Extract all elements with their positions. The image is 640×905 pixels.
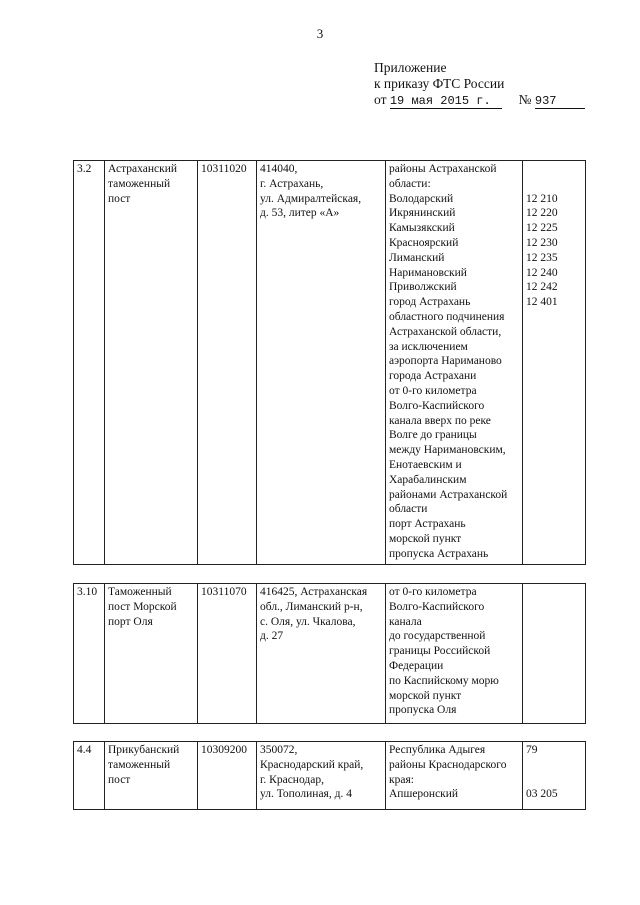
area-line: канала вверх по реке [389, 414, 491, 427]
post-name-line: таможенный [108, 758, 171, 771]
address-line: г. Астрахань, [260, 177, 324, 190]
post-name-line: Прикубанский [108, 744, 180, 756]
address-line: 414040, [260, 163, 298, 175]
area-line: Апшеронский [389, 788, 459, 801]
table-row [74, 742, 586, 810]
area-line: областного подчинения [389, 310, 505, 323]
area-line: морской пункт [389, 689, 462, 702]
code-line: 12 210 [526, 192, 558, 205]
customs-table-fragment-3 [73, 741, 586, 810]
area-line: Лиманский [389, 251, 445, 264]
area-line: порт Астрахань [389, 518, 466, 531]
code-line: 79 [526, 744, 538, 756]
post-code: 10309200 [198, 742, 257, 810]
address-cell [257, 161, 386, 565]
order-number: 937 [535, 94, 585, 109]
oktmo-codes-cell [523, 742, 586, 810]
code-line [526, 177, 582, 192]
post-name-line: пост [108, 192, 131, 205]
area-line: Харабалинским [389, 473, 467, 486]
post-name-line: пост Морской [108, 600, 177, 613]
area-line: пропуска Оля [389, 704, 457, 717]
area-line: края: [389, 773, 414, 786]
appendix-header [374, 60, 585, 109]
area-line: районы Краснодарского [389, 758, 507, 771]
area-line: Приволжский [389, 281, 457, 294]
code-line: 03 205 [526, 788, 558, 801]
address-line: д. 27 [260, 630, 284, 643]
row-number: 3.10 [74, 584, 105, 724]
area-line: город Астрахань [389, 296, 471, 309]
oktmo-codes-cell [523, 584, 586, 724]
post-name-cell [105, 161, 198, 565]
area-line: Республика Адыгея [389, 744, 486, 756]
post-name-cell [105, 742, 198, 810]
area-line: за исключением [389, 340, 468, 353]
area-line: границы Российской [389, 645, 491, 658]
code-line [526, 758, 582, 773]
code-line: 12 235 [526, 251, 558, 264]
area-line: Володарский [389, 192, 454, 205]
code-line: 12 225 [526, 222, 558, 235]
page-number: 3 [316, 26, 324, 41]
address-line: ул. Тополиная, д. 4 [260, 788, 352, 801]
address-line: обл., Лиманский р-н, [260, 600, 363, 613]
row-number: 4.4 [74, 742, 105, 810]
oktmo-codes-cell [523, 161, 586, 565]
address-line: д. 53, литер «А» [260, 207, 340, 220]
area-line: аэропорта Нариманово [389, 355, 502, 368]
post-name-line: порт Оля [108, 615, 153, 628]
post-name-cell [105, 584, 198, 724]
area-line: Астраханской области, [389, 325, 502, 338]
order-date: 19 мая 2015 г. [390, 94, 502, 109]
area-line: Федерации [389, 659, 444, 672]
address-line: г. Краснодар, [260, 773, 324, 786]
post-name-line: Таможенный [108, 586, 172, 598]
number-prefix: № [518, 92, 532, 107]
order-reference [374, 92, 585, 109]
area-line: пропуска Астрахань [389, 547, 489, 560]
address-line: 350072, [260, 744, 298, 756]
code-line: 12 401 [526, 296, 558, 309]
area-line: от 0-го километра [389, 384, 477, 397]
date-prefix: от [374, 92, 387, 107]
address-cell [257, 584, 386, 724]
table-row [74, 161, 586, 565]
post-name-line: Астраханский [108, 163, 177, 175]
area-line: между Наримановским, [389, 444, 506, 457]
appendix-title: Приложение [374, 60, 447, 75]
post-name-line: пост [108, 773, 131, 786]
appendix-subtitle: к приказу ФТС России [374, 76, 505, 91]
area-line: Красноярский [389, 236, 459, 249]
code-line: 12 242 [526, 281, 558, 294]
code-line: 12 220 [526, 207, 558, 220]
area-line: Икрянинский [389, 207, 456, 220]
area-line: районами Астраханской [389, 488, 508, 501]
area-line: города Астрахани [389, 370, 477, 383]
code-line: 12 230 [526, 236, 558, 249]
customs-table-fragment-2 [73, 583, 586, 724]
area-line: Волго-Каспийского [389, 399, 485, 412]
customs-table-fragment-1 [73, 160, 586, 565]
code-line [526, 773, 582, 788]
post-name-line: таможенный [108, 177, 171, 190]
table-row [74, 584, 586, 724]
area-line: по Каспийскому морю [389, 674, 499, 687]
area-line: Енотаевским и [389, 458, 462, 471]
area-cell [386, 742, 523, 810]
area-line: районы Астраханской [389, 163, 497, 175]
address-line: Краснодарский край, [260, 758, 364, 771]
area-cell [386, 161, 523, 565]
area-line: области: [389, 177, 431, 190]
address-line: 416425, Астраханская [260, 586, 368, 598]
address-line: с. Оля, ул. Чкалова, [260, 615, 356, 628]
area-line: Наримановский [389, 266, 467, 279]
address-cell [257, 742, 386, 810]
code-line [526, 162, 582, 177]
post-code: 10311020 [198, 161, 257, 565]
area-line: до государственной [389, 630, 486, 643]
address-line: ул. Адмиралтейская, [260, 192, 362, 205]
post-code: 10311070 [198, 584, 257, 724]
area-line: области [389, 503, 428, 516]
area-line: Камызякский [389, 222, 455, 235]
code-line: 12 240 [526, 266, 558, 279]
row-number: 3.2 [74, 161, 105, 565]
area-line: Волго-Каспийского [389, 600, 485, 613]
area-line: канала [389, 615, 422, 628]
area-line: от 0-го километра [389, 586, 477, 598]
area-cell [386, 584, 523, 724]
area-line: Волге до границы [389, 429, 477, 442]
area-line: морской пункт [389, 532, 462, 545]
